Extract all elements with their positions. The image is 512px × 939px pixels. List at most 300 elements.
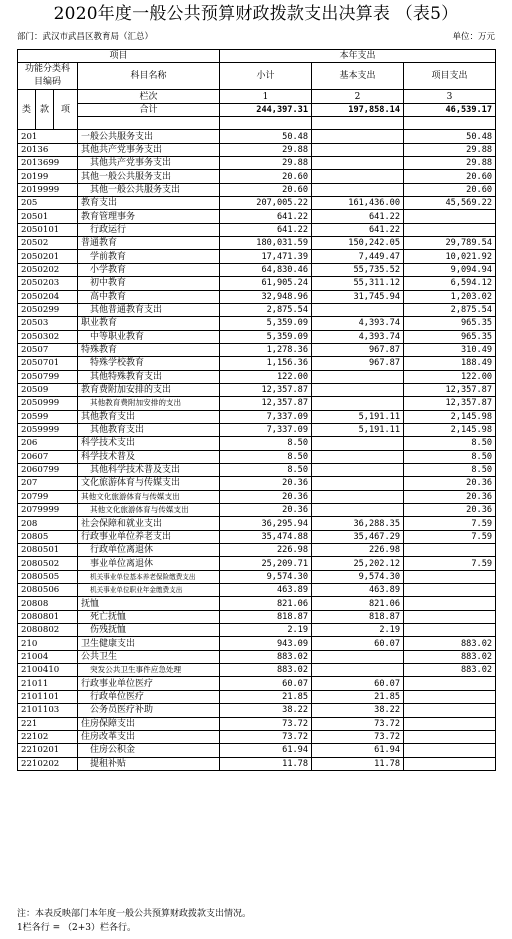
row-project: 188.49 — [404, 357, 496, 370]
row-basic: 2.19 — [312, 624, 404, 637]
row-subtotal: 35,474.88 — [220, 530, 312, 543]
header-lei: 类 — [18, 90, 36, 130]
header-func-code: 功能分类科目编码 — [18, 63, 78, 90]
row-code: 208 — [18, 517, 78, 530]
table-row — [18, 490, 496, 503]
row-project: 7.59 — [404, 557, 496, 570]
table-row — [18, 544, 496, 557]
row-code: 20599 — [18, 410, 78, 423]
row-project: 8.50 — [404, 437, 496, 450]
row-subtotal: 60.07 — [220, 677, 312, 690]
table-row — [18, 330, 496, 343]
row-basic: 7,449.47 — [312, 250, 404, 263]
row-project: 45,569.22 — [404, 197, 496, 210]
row-project: 20.60 — [404, 170, 496, 183]
row-basic: 5,191.11 — [312, 423, 404, 436]
row-project: 7.59 — [404, 530, 496, 543]
row-name: 学前教育 — [78, 250, 220, 263]
header-row-5 — [18, 90, 496, 103]
row-subtotal: 226.98 — [220, 544, 312, 557]
table-row — [18, 437, 496, 450]
row-project: 20.36 — [404, 504, 496, 517]
row-basic: 4,393.74 — [312, 330, 404, 343]
row-project: 122.00 — [404, 370, 496, 383]
row-name: 行政事业单位养老支出 — [78, 530, 220, 543]
row-code: 201 — [18, 130, 78, 143]
row-name: 其他文化旅游体育与传媒支出 — [78, 490, 220, 503]
row-project: 50.48 — [404, 130, 496, 143]
row-subtotal: 9,574.30 — [220, 570, 312, 583]
row-basic — [312, 130, 404, 143]
row-basic: 641.22 — [312, 210, 404, 223]
row-basic — [312, 170, 404, 183]
row-code: 20502 — [18, 237, 78, 250]
table-row — [18, 624, 496, 637]
total-basic: 197,858.14 — [312, 103, 404, 116]
row-basic: 35,467.29 — [312, 530, 404, 543]
header-spacer-row — [18, 117, 496, 130]
row-basic: 818.87 — [312, 610, 404, 623]
notes — [17, 907, 251, 935]
row-subtotal: 7,337.09 — [220, 423, 312, 436]
row-basic: 641.22 — [312, 223, 404, 236]
table-row — [18, 223, 496, 236]
row-name: 初中教育 — [78, 277, 220, 290]
row-project — [404, 223, 496, 236]
row-basic: 9,574.30 — [312, 570, 404, 583]
total-project: 46,539.17 — [404, 103, 496, 116]
table-row — [18, 170, 496, 183]
row-project: 965.35 — [404, 330, 496, 343]
header-current-year: 本年支出 — [220, 50, 496, 63]
table-row — [18, 397, 496, 410]
row-basic — [312, 504, 404, 517]
row-code: 221 — [18, 717, 78, 730]
row-basic: 161,436.00 — [312, 197, 404, 210]
spacer-cell — [312, 117, 404, 130]
row-code: 2080801 — [18, 610, 78, 623]
table-row — [18, 423, 496, 436]
row-subtotal: 12,357.87 — [220, 383, 312, 396]
row-code: 2050299 — [18, 303, 78, 316]
row-name: 其他教育支出 — [78, 410, 220, 423]
row-basic — [312, 437, 404, 450]
row-project: 12,357.87 — [404, 383, 496, 396]
row-subtotal: 21.85 — [220, 690, 312, 703]
row-subtotal: 883.02 — [220, 650, 312, 663]
row-code: 2080506 — [18, 584, 78, 597]
table-row — [18, 530, 496, 543]
row-project — [404, 730, 496, 743]
row-basic — [312, 397, 404, 410]
row-project — [404, 610, 496, 623]
row-name: 教育支出 — [78, 197, 220, 210]
table-row — [18, 557, 496, 570]
row-name: 社会保障和就业支出 — [78, 517, 220, 530]
row-subtotal: 943.09 — [220, 637, 312, 650]
row-project — [404, 210, 496, 223]
row-code: 2050302 — [18, 330, 78, 343]
table-row — [18, 357, 496, 370]
row-project — [404, 717, 496, 730]
table-row — [18, 570, 496, 583]
row-subtotal: 20.36 — [220, 504, 312, 517]
row-basic: 25,202.12 — [312, 557, 404, 570]
row-project — [404, 584, 496, 597]
row-basic: 36,288.35 — [312, 517, 404, 530]
row-subtotal: 641.22 — [220, 210, 312, 223]
row-code: 2210202 — [18, 757, 78, 770]
header-column-index: 栏次 — [78, 90, 220, 103]
row-name: 伤残抚恤 — [78, 624, 220, 637]
row-code: 2080501 — [18, 544, 78, 557]
row-code: 20501 — [18, 210, 78, 223]
row-subtotal: 32,948.96 — [220, 290, 312, 303]
row-code: 20503 — [18, 317, 78, 330]
row-subtotal: 20.36 — [220, 477, 312, 490]
row-subtotal: 207,005.22 — [220, 197, 312, 210]
row-name: 特殊学校教育 — [78, 357, 220, 370]
row-name: 其他共产党事务支出 — [78, 157, 220, 170]
header-xiang: 项 — [54, 90, 78, 130]
header-row-1 — [18, 50, 496, 63]
row-code: 2080505 — [18, 570, 78, 583]
row-name: 行政单位离退休 — [78, 544, 220, 557]
table-row — [18, 610, 496, 623]
row-project — [404, 704, 496, 717]
row-subtotal: 50.48 — [220, 130, 312, 143]
row-subtotal: 5,359.09 — [220, 330, 312, 343]
row-subtotal: 73.72 — [220, 717, 312, 730]
row-subtotal: 641.22 — [220, 223, 312, 236]
row-subtotal: 2,875.54 — [220, 303, 312, 316]
row-name: 其他一般公共服务支出 — [78, 170, 220, 183]
row-name: 其他普通教育支出 — [78, 303, 220, 316]
page-title: 2020年度一般公共预算财政拨款支出决算表 （表5） — [53, 4, 459, 24]
row-basic: 226.98 — [312, 544, 404, 557]
row-subtotal: 73.72 — [220, 730, 312, 743]
table-row — [18, 237, 496, 250]
row-name: 行政单位医疗 — [78, 690, 220, 703]
row-code: 2060799 — [18, 463, 78, 476]
row-basic — [312, 490, 404, 503]
row-project — [404, 597, 496, 610]
header-subject-name: 科目名称 — [78, 63, 220, 90]
table-row — [18, 277, 496, 290]
table-row — [18, 744, 496, 757]
row-code: 2100410 — [18, 664, 78, 677]
row-subtotal: 5,359.09 — [220, 317, 312, 330]
row-code: 206 — [18, 437, 78, 450]
row-project — [404, 624, 496, 637]
row-code: 2050701 — [18, 357, 78, 370]
row-code: 207 — [18, 477, 78, 490]
row-subtotal: 7,337.09 — [220, 410, 312, 423]
total-label: 合计 — [78, 103, 220, 116]
row-basic: 967.87 — [312, 357, 404, 370]
table-row — [18, 463, 496, 476]
row-subtotal: 2.19 — [220, 624, 312, 637]
row-name: 其他教育费附加安排的支出 — [78, 397, 220, 410]
row-subtotal: 25,209.71 — [220, 557, 312, 570]
table-row — [18, 650, 496, 663]
row-name: 事业单位离退休 — [78, 557, 220, 570]
row-name: 突发公共卫生事件应急处理 — [78, 664, 220, 677]
row-name: 其他科学技术普及支出 — [78, 463, 220, 476]
row-subtotal: 463.89 — [220, 584, 312, 597]
row-project: 8.50 — [404, 463, 496, 476]
row-basic: 55,311.12 — [312, 277, 404, 290]
row-name: 小学教育 — [78, 263, 220, 276]
header-project-exp: 项目支出 — [404, 63, 496, 90]
spacer-cell — [78, 117, 220, 130]
row-name: 职业教育 — [78, 317, 220, 330]
row-code: 20607 — [18, 450, 78, 463]
table-row — [18, 517, 496, 530]
row-basic — [312, 157, 404, 170]
row-code: 2080802 — [18, 624, 78, 637]
row-subtotal: 1,278.36 — [220, 343, 312, 356]
row-basic: 60.07 — [312, 677, 404, 690]
row-project: 310.49 — [404, 343, 496, 356]
row-code: 21004 — [18, 650, 78, 663]
row-name: 特殊教育 — [78, 343, 220, 356]
table-row — [18, 690, 496, 703]
table-row — [18, 130, 496, 143]
report-meta — [17, 30, 495, 44]
row-name: 住房改革支出 — [78, 730, 220, 743]
row-subtotal: 821.06 — [220, 597, 312, 610]
row-project — [404, 677, 496, 690]
row-subtotal: 8.50 — [220, 463, 312, 476]
row-subtotal: 61,905.24 — [220, 277, 312, 290]
table-row — [18, 717, 496, 730]
table-row — [18, 477, 496, 490]
table-row — [18, 250, 496, 263]
header-subtotal: 小计 — [220, 63, 312, 90]
row-project — [404, 544, 496, 557]
row-subtotal: 883.02 — [220, 664, 312, 677]
row-name: 文化旅游体育与传媒支出 — [78, 477, 220, 490]
row-name: 其他文化旅游体育与传媒支出 — [78, 504, 220, 517]
table-row — [18, 263, 496, 276]
row-name: 公共卫生 — [78, 650, 220, 663]
header-col3: 3 — [404, 90, 496, 103]
row-code: 20808 — [18, 597, 78, 610]
row-subtotal: 11.78 — [220, 757, 312, 770]
row-basic — [312, 450, 404, 463]
row-name: 卫生健康支出 — [78, 637, 220, 650]
note-line-2: 1栏各行 = （2+3）栏各行。 — [17, 923, 136, 933]
row-code: 2101101 — [18, 690, 78, 703]
table-row — [18, 210, 496, 223]
row-subtotal: 8.50 — [220, 450, 312, 463]
row-code: 205 — [18, 197, 78, 210]
header-basic: 基本支出 — [312, 63, 404, 90]
spacer-cell — [404, 117, 496, 130]
row-subtotal: 29.88 — [220, 143, 312, 156]
row-basic: 61.94 — [312, 744, 404, 757]
row-basic — [312, 303, 404, 316]
header-kuan: 款 — [36, 90, 54, 130]
header-col1: 1 — [220, 90, 312, 103]
table-row — [18, 704, 496, 717]
row-basic: 55,735.52 — [312, 263, 404, 276]
row-name: 住房保障支出 — [78, 717, 220, 730]
row-basic: 967.87 — [312, 343, 404, 356]
total-subtotal: 244,397.31 — [220, 103, 312, 116]
table-row — [18, 343, 496, 356]
row-basic — [312, 143, 404, 156]
row-code: 2080502 — [18, 557, 78, 570]
row-project — [404, 757, 496, 770]
row-name: 提租补贴 — [78, 757, 220, 770]
table-row — [18, 504, 496, 517]
table-row — [18, 183, 496, 196]
row-subtotal: 36,295.94 — [220, 517, 312, 530]
row-basic — [312, 664, 404, 677]
row-basic: 5,191.11 — [312, 410, 404, 423]
row-code: 2050204 — [18, 290, 78, 303]
row-project — [404, 744, 496, 757]
row-code: 21011 — [18, 677, 78, 690]
row-code: 22102 — [18, 730, 78, 743]
row-name: 普通教育 — [78, 237, 220, 250]
row-project: 9,094.94 — [404, 263, 496, 276]
row-basic — [312, 463, 404, 476]
row-subtotal: 180,031.59 — [220, 237, 312, 250]
header-project: 项目 — [18, 50, 220, 63]
row-code: 2019999 — [18, 183, 78, 196]
row-project: 20.36 — [404, 477, 496, 490]
row-basic: 463.89 — [312, 584, 404, 597]
row-project: 2,145.98 — [404, 423, 496, 436]
row-basic: 73.72 — [312, 717, 404, 730]
row-project: 2,145.98 — [404, 410, 496, 423]
row-code: 20805 — [18, 530, 78, 543]
row-code: 2101103 — [18, 704, 78, 717]
row-project — [404, 570, 496, 583]
row-code: 20507 — [18, 343, 78, 356]
row-name: 行政事业单位医疗 — [78, 677, 220, 690]
row-subtotal: 20.36 — [220, 490, 312, 503]
row-code: 20799 — [18, 490, 78, 503]
row-code: 210 — [18, 637, 78, 650]
table-row — [18, 383, 496, 396]
table-row — [18, 597, 496, 610]
row-basic: 21.85 — [312, 690, 404, 703]
unit-label: 单位：万元 — [452, 32, 495, 42]
row-name: 其他共产党事务支出 — [78, 143, 220, 156]
row-project: 883.02 — [404, 664, 496, 677]
row-name: 科学技术普及 — [78, 450, 220, 463]
row-basic: 60.07 — [312, 637, 404, 650]
row-basic: 31,745.94 — [312, 290, 404, 303]
row-project: 7.59 — [404, 517, 496, 530]
row-subtotal: 818.87 — [220, 610, 312, 623]
row-project: 883.02 — [404, 637, 496, 650]
table-row — [18, 664, 496, 677]
row-code: 20199 — [18, 170, 78, 183]
row-name: 住房公积金 — [78, 744, 220, 757]
row-basic: 821.06 — [312, 597, 404, 610]
row-name: 其他一般公共服务支出 — [78, 183, 220, 196]
row-name: 机关事业单位职业年金缴费支出 — [78, 584, 220, 597]
department-label: 部门：武汉市武昌区教育局（汇总） — [17, 32, 154, 42]
row-name: 死亡抚恤 — [78, 610, 220, 623]
row-project: 6,594.12 — [404, 277, 496, 290]
row-subtotal: 20.60 — [220, 183, 312, 196]
row-project: 29.88 — [404, 143, 496, 156]
table-row — [18, 157, 496, 170]
row-code: 2050203 — [18, 277, 78, 290]
row-code: 2210201 — [18, 744, 78, 757]
row-basic — [312, 370, 404, 383]
header-col2: 2 — [312, 90, 404, 103]
row-name: 科学技术支出 — [78, 437, 220, 450]
row-project: 2,875.54 — [404, 303, 496, 316]
row-project: 29,789.54 — [404, 237, 496, 250]
table-row — [18, 197, 496, 210]
table-row — [18, 303, 496, 316]
row-subtotal: 17,471.39 — [220, 250, 312, 263]
row-name: 其他特殊教育支出 — [78, 370, 220, 383]
row-name: 公务员医疗补助 — [78, 704, 220, 717]
table-row — [18, 450, 496, 463]
row-subtotal: 38.22 — [220, 704, 312, 717]
row-code: 2050201 — [18, 250, 78, 263]
row-subtotal: 20.60 — [220, 170, 312, 183]
table-row — [18, 370, 496, 383]
row-project: 20.60 — [404, 183, 496, 196]
table-row — [18, 757, 496, 770]
row-basic: 150,242.05 — [312, 237, 404, 250]
table-row — [18, 290, 496, 303]
row-code: 2079999 — [18, 504, 78, 517]
row-basic: 73.72 — [312, 730, 404, 743]
row-subtotal: 64,830.46 — [220, 263, 312, 276]
table-row — [18, 677, 496, 690]
table-row — [18, 410, 496, 423]
row-code: 2050202 — [18, 263, 78, 276]
row-basic — [312, 383, 404, 396]
row-project: 29.88 — [404, 157, 496, 170]
table-row — [18, 730, 496, 743]
table-row — [18, 143, 496, 156]
row-subtotal: 29.88 — [220, 157, 312, 170]
row-project: 20.36 — [404, 490, 496, 503]
table-row — [18, 637, 496, 650]
row-project: 883.02 — [404, 650, 496, 663]
row-basic: 11.78 — [312, 757, 404, 770]
row-subtotal: 8.50 — [220, 437, 312, 450]
row-name: 行政运行 — [78, 223, 220, 236]
row-name: 教育费附加安排的支出 — [78, 383, 220, 396]
row-project: 10,021.92 — [404, 250, 496, 263]
row-basic — [312, 477, 404, 490]
row-name: 其他教育支出 — [78, 423, 220, 436]
note-line-1: 注：本表反映部门本年度一般公共预算财政拨款支出情况。 — [17, 909, 252, 919]
row-code: 2050999 — [18, 397, 78, 410]
row-name: 教育管理事务 — [78, 210, 220, 223]
row-code: 2050101 — [18, 223, 78, 236]
row-subtotal: 61.94 — [220, 744, 312, 757]
expenditure-table — [17, 49, 496, 771]
row-project: 1,203.02 — [404, 290, 496, 303]
row-name: 机关事业单位基本养老保险缴费支出 — [78, 570, 220, 583]
row-basic — [312, 650, 404, 663]
row-name: 高中教育 — [78, 290, 220, 303]
